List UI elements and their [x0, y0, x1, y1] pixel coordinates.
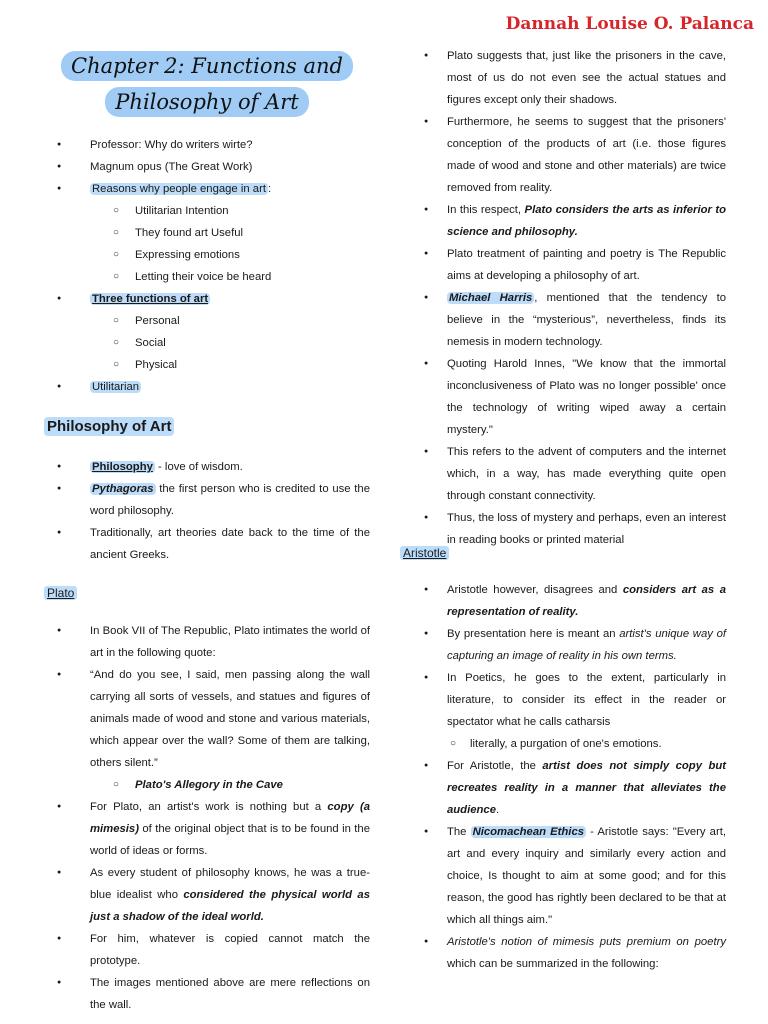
section-heading-aristotle: Aristotle: [400, 544, 449, 562]
list-item: ● Plato treatment of painting and poetry is The Republic aims at developing a philosophy of art.: [420, 243, 726, 287]
list-item: ● Aristotle however, disagrees and considers art as a representation of reality.: [420, 579, 726, 623]
list-item: ● “And do you see, I said, men passing along the wall carrying all sorts of vessels, and statues and figures of animals made of wood and stone and various materials, which appear over the wall? Some of them are talking, others silent.”: [44, 664, 370, 774]
list-item: ● Aristotle's notion of mimesis puts premium on poetry which can be summarized in the following:: [420, 931, 726, 975]
section-heading-plato: Plato: [44, 584, 77, 602]
section-heading-philosophy: Philosophy of Art: [44, 417, 174, 436]
list-item: ○ Plato's Allegory in the Cave: [44, 774, 370, 796]
philosophy-list: [44, 456, 370, 566]
list-item: ● Thus, the loss of mystery and perhaps, even an interest in reading books or printed material: [420, 507, 726, 551]
list-item: ● For Plato, an artist's work is nothing but a copy (a mimesis) of the original object that is to be found in the world of ideas or forms.: [44, 796, 370, 862]
plato-list: [44, 620, 370, 1016]
author-name: Dannah Louise O. Palanca: [505, 14, 754, 34]
list-item: ○ Letting their voice be heard: [44, 266, 370, 288]
list-item: ○ literally, a purgation of one's emotions.: [420, 733, 726, 755]
list-item: ● Professor: Why do writers wirte?: [44, 134, 370, 156]
list-item: ● Furthermore, he seems to suggest that the prisoners' conception of the products of art (i.e. those figures made of wood and stone and other materials) are twice removed from reality.: [420, 111, 726, 199]
list-item: ● Michael Harris , mentioned that the tendency to believe in the “mysterious”, nevertheless, finds its nemesis in modern technology.: [420, 287, 726, 353]
title-line-2: Philosophy of Art: [105, 87, 308, 117]
list-item: ● Philosophy - love of wisdom.: [44, 456, 370, 478]
page-title: [44, 48, 370, 120]
list-item: ○ Personal: [44, 310, 370, 332]
list-item: ○ Utilitarian Intention: [44, 200, 370, 222]
plato-continued-list: [420, 45, 726, 551]
list-item: ○ They found art Useful: [44, 222, 370, 244]
intro-list: [44, 134, 370, 398]
list-item: ● For him, whatever is copied cannot match the prototype.: [44, 928, 370, 972]
list-item: ● Traditionally, art theories date back to the time of the ancient Greeks.: [44, 522, 370, 566]
list-item: ● In Poetics, he goes to the extent, particularly in literature, to consider its effect in the reader or spectator what he calls catharsis: [420, 667, 726, 733]
title-line-1: Chapter 2: Functions and: [61, 51, 353, 81]
list-item: ● In this respect, Plato considers the arts as inferior to science and philosophy.: [420, 199, 726, 243]
list-item: ● By presentation here is meant an artist's unique way of capturing an image of reality in his own terms.: [420, 623, 726, 667]
list-item: ○ Expressing emotions: [44, 244, 370, 266]
list-item: ● The Nicomachean Ethics - Aristotle says: "Every art, art and every inquiry and similarly every action and choice, Is thought to aim at some good; and for this reason, the good has rightly been declared to be that at which all things aim.": [420, 821, 726, 931]
list-item: ● This refers to the advent of computers and the internet which, in a way, has made everything quite open through constant connectivity.: [420, 441, 726, 507]
list-item: ● In Book VII of The Republic, Plato intimates the world of art in the following quote:: [44, 620, 370, 664]
list-item: ○ Physical: [44, 354, 370, 376]
list-item: ● Utilitarian: [44, 376, 370, 398]
list-item: ● Pythagoras the first person who is credited to use the word philosophy.: [44, 478, 370, 522]
list-item: ● Plato suggests that, just like the prisoners in the cave, most of us do not even see the actual statues and figures except only their shadows.: [420, 45, 726, 111]
list-item: ● Magnum opus (The Great Work): [44, 156, 370, 178]
list-item: ● As every student of philosophy knows, he was a true-blue idealist who considered the physical world as just a shadow of the ideal world.: [44, 862, 370, 928]
list-item: ● Quoting Harold Innes, "We know that the immortal inconclusiveness of Plato was no longer possible' once the technology of writing wiped away a certain mystery.": [420, 353, 726, 441]
aristotle-list: [420, 579, 726, 975]
list-item: ○ Social: [44, 332, 370, 354]
list-item: ● For Aristotle, the artist does not simply copy but recreates reality in a manner that alleviates the audience.: [420, 755, 726, 821]
list-item: ● The images mentioned above are mere reflections on the wall.: [44, 972, 370, 1016]
list-item: ● Reasons why people engage in art :: [44, 178, 370, 200]
list-item: ● Three functions of art: [44, 288, 370, 310]
